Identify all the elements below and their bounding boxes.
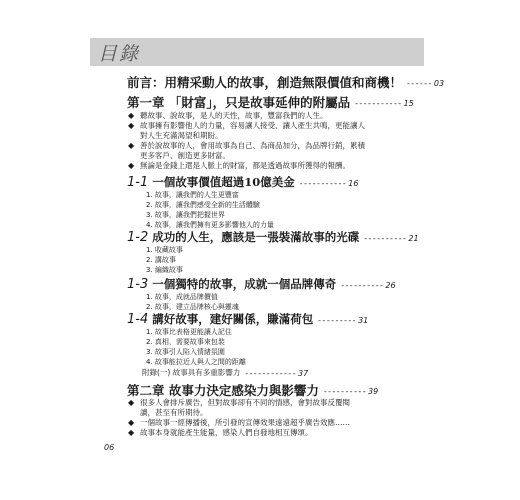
toc-section-1-3[interactable] [127, 276, 396, 292]
section-item: 2. 真相，需要故事來包裝 [146, 338, 225, 346]
page-number: 03 [433, 79, 445, 88]
leader-dots: ----------- [298, 178, 347, 188]
section-item: 1. 故事比表格更能讓人記住 [146, 328, 232, 336]
section-number: 1-4 [127, 312, 149, 327]
page-number: 39 [368, 387, 379, 396]
section-item: 3. 故事，讓我們把握世界 [146, 211, 225, 219]
toc-section-1-1[interactable] [127, 174, 358, 190]
chapter-bullet-cont: 對人生充滿渴望和期盼。 [140, 131, 223, 140]
diamond-icon: ◆ [128, 161, 135, 170]
section-number: 1-3 [127, 277, 149, 292]
chapter-bullet: ◆ 很多人會排斥廣告，但對故事卻有不同的情感，會對故事反覆閱 [128, 398, 350, 407]
page-number: 31 [358, 315, 369, 325]
chapter-title: 第二章 故事力決定感染力與影響力 [127, 383, 319, 398]
leader-dots: ---------- [363, 233, 407, 243]
section-item: 3. 故事引人陷入情緒氛圍 [146, 348, 225, 356]
chapter-bullet: ◆ 一個故事一經傳播後，所引發的宣傳效果遠遠超乎廣告效應…… [128, 418, 350, 427]
chapter-bullet: ◆ 聽故事、說故事，是人的天性，故事，豐富我們的人生。 [128, 111, 328, 120]
appendix-text: 附錄(一) 故事具有多重影響力 [142, 368, 241, 377]
section-item: 2. 故事，讓我們感受全新的生活體驗 [146, 201, 260, 209]
page-number: 26 [385, 280, 396, 290]
section-item: 2. 故事，建立品牌核心與靈魂 [146, 303, 239, 311]
page-number: 21 [408, 233, 419, 243]
section-item: 4. 故事能拉近人與人之間的距離 [146, 358, 246, 366]
section-item: 1. 故事，讓我們的人生更豐富 [146, 191, 239, 199]
toc-chapter-1[interactable] [127, 93, 414, 111]
toc-chapter-2[interactable] [127, 381, 378, 399]
diamond-icon: ◆ [128, 428, 135, 437]
leader-dots: ------ [406, 79, 432, 88]
chapter-bullet-cont: 讀，甚至有所期待。 [140, 408, 208, 417]
chapter-title: 第一章 「財富」，只是故事延伸的附屬品 [127, 95, 351, 110]
chapter-bullet-cont: 更多客戶、創造更多財富。 [140, 151, 230, 160]
toc-title: 目錄 [98, 43, 141, 65]
section-title: 一個獨特的故事，成就一個品牌傳奇 [152, 277, 337, 291]
leader-dots: ---------- [322, 387, 367, 396]
section-item: 1. 故事，成就品牌價值 [146, 293, 218, 301]
leader-dots: ------------ [244, 368, 297, 378]
page-number: 15 [403, 99, 414, 108]
diamond-icon: ◆ [128, 418, 135, 427]
toc-section-1-4[interactable] [127, 311, 368, 327]
diamond-icon: ◆ [128, 121, 135, 130]
section-title: 一個故事價值超過10億美金 [152, 175, 295, 189]
section-item: 2. 講故事 [146, 256, 176, 264]
leader-dots: ---------- [340, 280, 384, 290]
section-item: 4. 故事，讓我們擁有更多影響他人的力量 [146, 221, 274, 229]
section-item: 1. 收藏故事 [146, 246, 183, 254]
section-title: 成功的人生，應該是一張裝滿故事的光碟 [152, 230, 360, 244]
diamond-icon: ◆ [128, 141, 135, 150]
toc-preface[interactable] [127, 73, 444, 91]
page-number: 16 [348, 178, 359, 188]
section-item: 3. 編織故事 [146, 266, 183, 274]
page-folio: 06 [104, 443, 115, 452]
section-title: 講好故事，建好關係，賺滿荷包 [152, 312, 314, 326]
toc-section-1-2[interactable] [127, 229, 419, 245]
toc-appendix-1[interactable] [142, 367, 308, 378]
chapter-bullet: ◆ 無論是金錢上還是人脈上的財富，都是透過故事所獲得的報酬。 [128, 161, 350, 170]
diamond-icon: ◆ [128, 398, 135, 407]
chapter-bullet: ◆ 故事擁有影響他人的力量，容易讓人接受、讓人產生共鳴，更能讓人 [128, 121, 365, 130]
diamond-icon: ◆ [128, 111, 135, 120]
toc-header-bar [90, 38, 424, 66]
section-number: 1-2 [127, 230, 149, 245]
chapter-bullet: ◆ 善於說故事的人，會用故事為自己、為商品加分，為品牌行銷，累積 [128, 141, 365, 150]
section-number: 1-1 [127, 175, 149, 190]
chapter-bullet: ◆ 故事本身就能產生能量，感染人們自發地相互傳頌。 [128, 428, 313, 437]
leader-dots: --------- [317, 315, 357, 325]
leader-dots: ----------- [354, 99, 402, 108]
page-number: 37 [298, 368, 309, 378]
preface-text: 前言：用精采動人的故事，創造無限價值和商機！ [127, 75, 403, 90]
